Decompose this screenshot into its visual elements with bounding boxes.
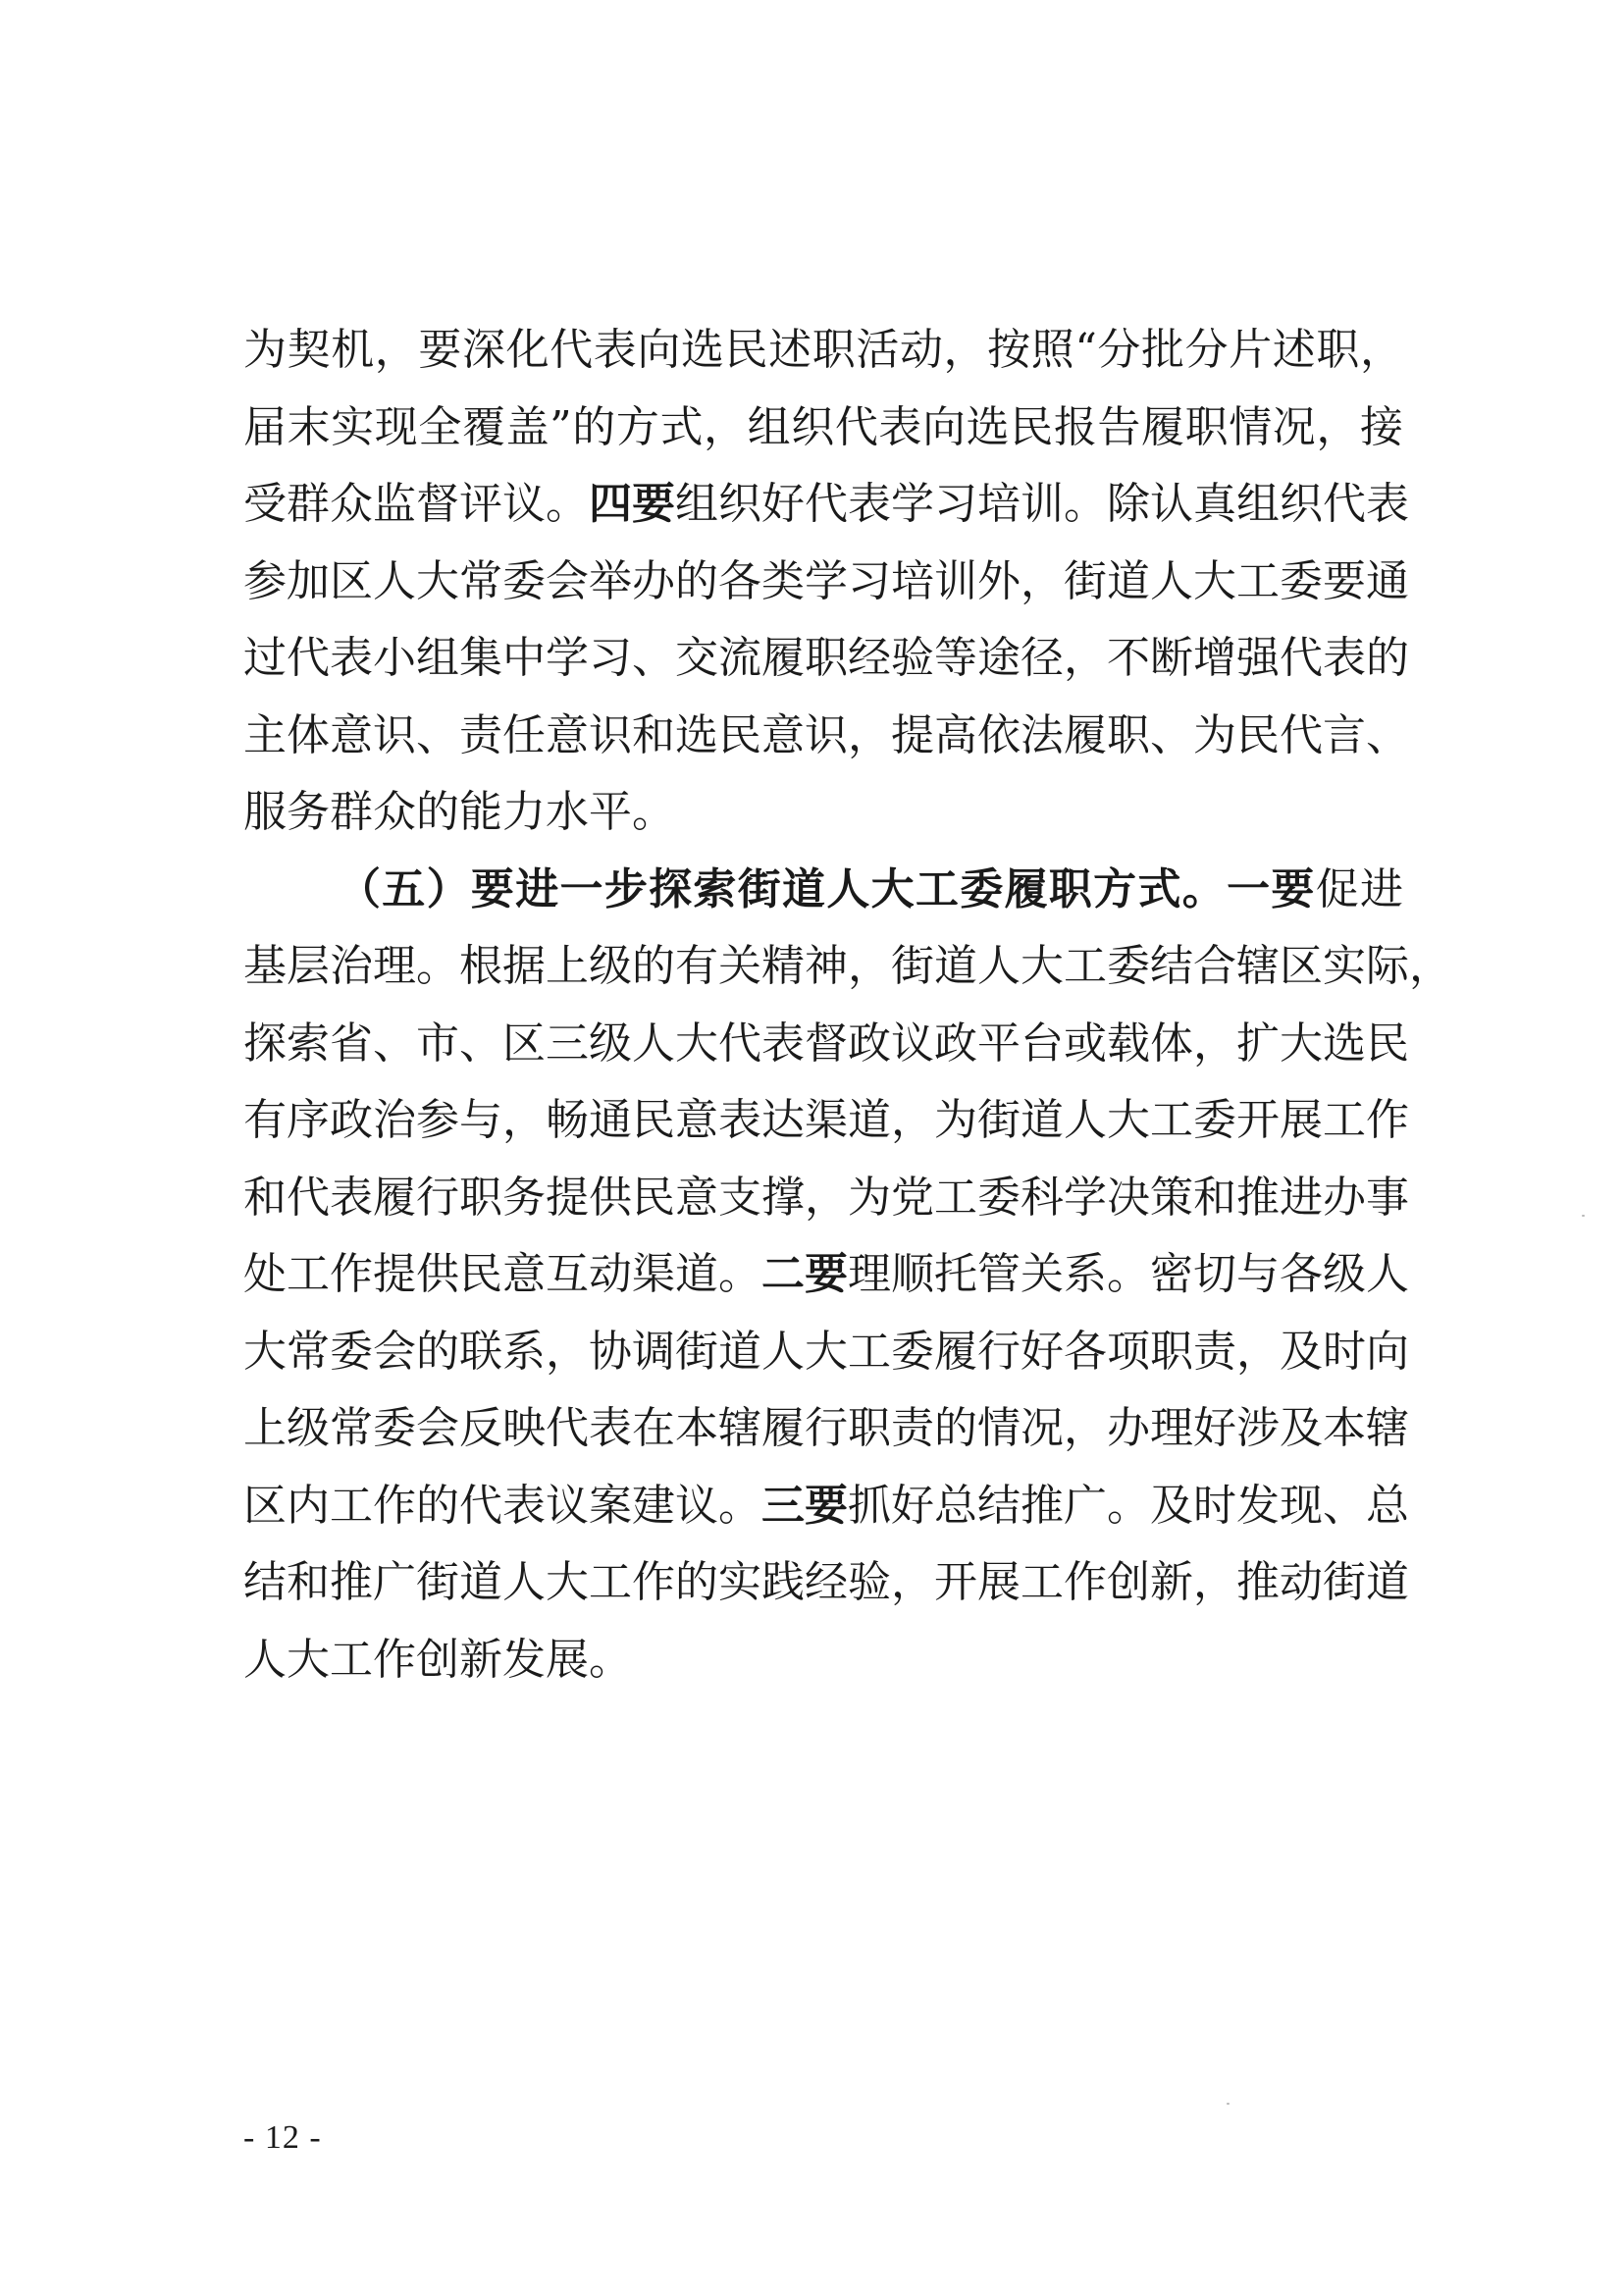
text-run: 抓好总结推广。及时发现、总 xyxy=(848,1480,1409,1531)
text-line: 服务群众的能力水平。 xyxy=(243,787,675,837)
text-run: 组织好代表学习培训。除认真组织代表 xyxy=(675,479,1409,529)
bold-keyword: 四要 xyxy=(589,479,675,529)
text-line: 和代表履行职务提供民意支撑，为党工委科学决策和推进办事 xyxy=(243,1172,1409,1223)
text-line xyxy=(243,1468,1409,1545)
text-line: 主体意识、责任意识和选民意识，提高依法履职、为民代言、 xyxy=(243,709,1409,760)
section-heading: （五）要进一步探索街道人大工委履职方式。 xyxy=(338,863,1228,914)
body-text xyxy=(243,312,1452,1698)
text-line: 基层治理。根据上级的有关精神，街道人大工委结合辖区实际， xyxy=(243,941,1452,991)
text-line: 上级常委会反映代表在本辖履行职责的情况，办理好涉及本辖 xyxy=(243,1403,1409,1453)
text-line xyxy=(243,466,1409,544)
text-run: 处工作提供民意互动渠道。 xyxy=(243,1249,761,1299)
text-line: 过代表小组集中学习、交流履职经验等途径，不断增强代表的 xyxy=(243,633,1409,683)
scan-speck xyxy=(1227,2103,1230,2105)
bold-keyword: 二要 xyxy=(761,1249,848,1299)
text-run: 区内工作的代表议案建议。 xyxy=(243,1480,761,1531)
text-line: 大常委会的联系，协调街道人大工委履行好各项职责，及时向 xyxy=(243,1326,1409,1377)
text-run: 受群众监督评议。 xyxy=(243,479,589,529)
page-number: - 12 - xyxy=(243,2119,322,2156)
bold-keyword: 一要 xyxy=(1227,863,1316,914)
text-line: 为契机，要深化代表向选民述职活动，按照“分批分片述职， xyxy=(243,325,1403,375)
text-line: 参加区人大常委会举办的各类学习培训外，街道人大工委要通 xyxy=(243,555,1409,606)
bold-keyword: 三要 xyxy=(761,1480,848,1531)
text-run: 理顺托管关系。密切与各级人 xyxy=(848,1249,1409,1299)
text-run: 促进 xyxy=(1315,863,1404,914)
text-line: 结和推广街道人大工作的实践经验，开展工作创新，推动街道 xyxy=(243,1557,1409,1607)
text-line: 有序政治参与，畅通民意表达渠道，为街道人大工委开展工作 xyxy=(243,1095,1409,1145)
section-heading-line xyxy=(243,852,1403,929)
scan-speck xyxy=(1582,1215,1585,1217)
text-line: 届末实现全覆盖”的方式，组织代表向选民报告履职情况，接 xyxy=(243,401,1403,452)
text-line xyxy=(243,1236,1409,1314)
text-line: 人大工作创新发展。 xyxy=(243,1634,632,1685)
text-line: 探索省、市、区三级人大代表督政议政平台或载体，扩大选民 xyxy=(243,1018,1409,1069)
